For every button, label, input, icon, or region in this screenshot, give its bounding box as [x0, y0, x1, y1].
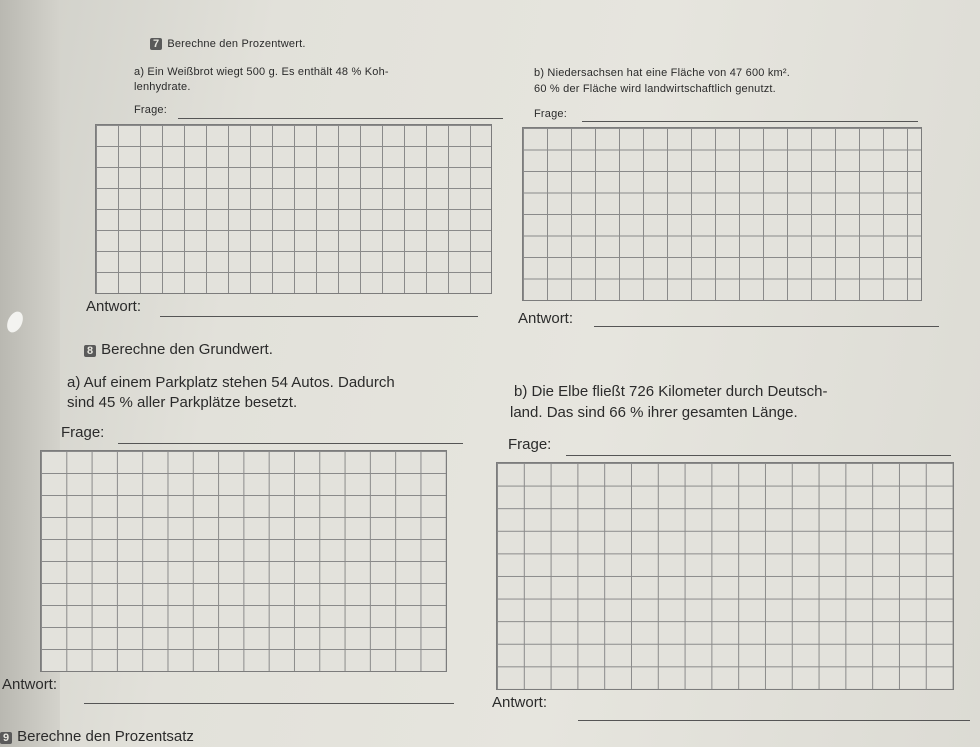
antwort-label-7a: Antwort: [86, 298, 142, 315]
frage-label-7b: Frage: [534, 108, 567, 120]
exercise-8a-text-2: sind 45 % aller Parkplätze besetzt. [67, 394, 298, 411]
exercise-7b-text-2: 60 % der Fläche wird landwirtschaftlich genutzt. [534, 83, 776, 95]
frage-line-8b[interactable] [566, 455, 951, 456]
exercise-7a-text-2: lenhydrate. [134, 81, 191, 93]
antwort-line-7a[interactable] [160, 316, 478, 317]
antwort-label-7b: Antwort: [518, 310, 574, 327]
antwort-line-8a[interactable] [84, 703, 454, 704]
grid-8a[interactable] [40, 450, 447, 672]
exercise-8b-text-2: land. Das sind 66 % ihrer gesamten Länge. [510, 404, 798, 421]
exercise-8-heading [84, 341, 273, 358]
frage-line-8a[interactable] [118, 443, 463, 444]
antwort-line-8b[interactable] [578, 720, 970, 721]
antwort-label-8b: Antwort: [492, 694, 548, 711]
exercise-9-heading [0, 728, 194, 745]
antwort-label-8a: Antwort: [2, 676, 58, 693]
exercise-7b-text-1: b) Niedersachsen hat eine Fläche von 47 600 km². [534, 67, 791, 79]
frage-label-8a: Frage: [61, 424, 105, 441]
exercise-8-number: 8 [84, 345, 96, 357]
frage-line-7b[interactable] [582, 121, 918, 122]
grid-7b[interactable] [522, 127, 922, 301]
exercise-9-title: Berechne den Prozentsatz [17, 728, 194, 745]
exercise-8a-text-1: a) Auf einem Parkplatz stehen 54 Autos. Dadurch [67, 374, 395, 391]
exercise-7a-text-1: a) Ein Weißbrot wiegt 500 g. Es enthält 48 % Koh- [134, 66, 389, 78]
exercise-8-title: Berechne den Grundwert. [101, 341, 273, 358]
exercise-8b-text-1: b) Die Elbe fließt 726 Kilometer durch Deutsch- [514, 383, 828, 400]
frage-line-7a[interactable] [178, 118, 503, 119]
exercise-9-number: 9 [0, 732, 12, 744]
grid-8b[interactable] [496, 462, 954, 690]
exercise-7-number: 7 [150, 38, 162, 50]
exercise-7-heading [150, 38, 306, 50]
grid-7a[interactable] [95, 124, 492, 294]
frage-label-7a: Frage: [134, 104, 167, 116]
exercise-7-title: Berechne den Prozentwert. [167, 38, 306, 50]
antwort-line-7b[interactable] [594, 326, 939, 327]
frage-label-8b: Frage: [508, 436, 552, 453]
